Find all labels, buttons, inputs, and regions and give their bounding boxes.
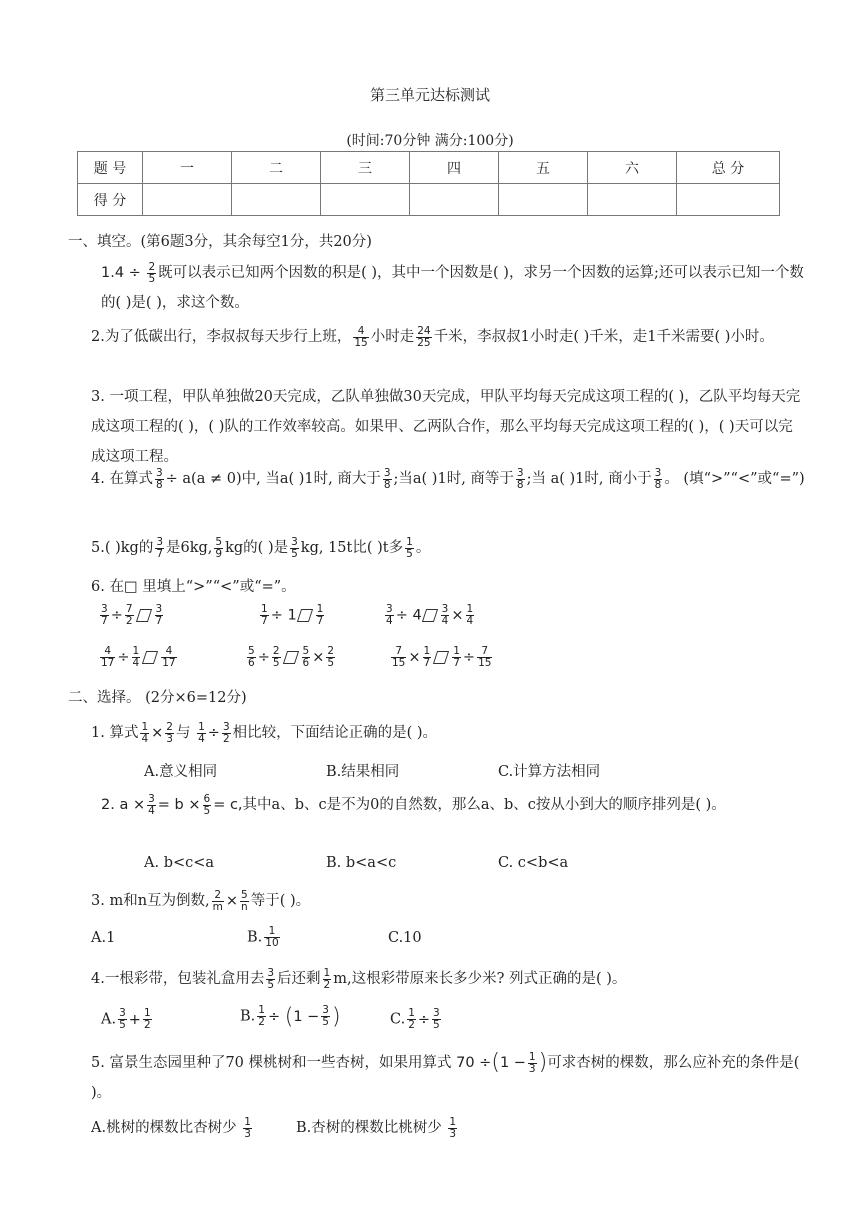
question-2-4: 4.一根彩带，包装礼盒用去 $\frac{3}{5}$ 后还剩 $\frac{1}{2}$ m,这根彩带原来长多少米? 列式正确的是( )。	[91, 966, 627, 991]
comparison-item: $\frac{5}{6}$ ÷ $\frac{2}{5}$ $\frac{5}{6}$ × $\frac{2}{5}$	[248, 645, 335, 669]
score-cell[interactable]	[677, 184, 780, 216]
question-1-1: 1.4 ÷ $\frac{2}{5}$ 既可以表示已知两个因数的积是( )，其中一个因数是( )，求另一个因数的运算;还可以表示已知一个数的( )是( )，求这个数。	[101, 260, 804, 311]
option-c[interactable]: C. c<b<a	[498, 855, 569, 871]
answer-box[interactable]	[422, 609, 438, 622]
table-header-cell: 四	[410, 152, 499, 184]
fraction: $\frac{4}{15}$	[354, 324, 368, 349]
table-header-cell: 五	[499, 152, 588, 184]
score-cell[interactable]	[410, 184, 499, 216]
table-header-cell: 总 分	[677, 152, 780, 184]
comparison-item: $\frac{7}{15}$ × $\frac{1}{7}$ $\frac{1}{7}$ ÷ $\frac{7}{15}$	[392, 645, 492, 669]
fraction: $\frac{3}{8}$	[654, 466, 662, 491]
option-c[interactable]: C.10	[388, 930, 422, 946]
option-b[interactable]: B. $\frac{1}{10}$	[247, 925, 279, 949]
table-row-label: 得 分	[78, 184, 143, 216]
fraction: $\frac{3}{8}$	[516, 466, 524, 491]
score-cell[interactable]	[143, 184, 232, 216]
comparison-item: $\frac{3}{4}$ ÷ 4 $\frac{3}{4}$ × $\frac{1}{4}$	[386, 603, 474, 627]
option-b[interactable]: B.杏树的棵数比桃树少 $\frac{1}{3}$	[296, 1115, 457, 1140]
score-cell[interactable]	[232, 184, 321, 216]
fraction: $\frac{3}{8}$	[383, 466, 391, 491]
page-title: 第三单元达标测试	[369, 86, 490, 104]
question-1-4: 4. 在算式 $\frac{3}{8}$ ÷ a(a ≠ 0)中, 当a( )1时, 商大于 $\frac{3}{8}$ ;当a( )1时, 商等于 $\frac{3}{8}$ ;当 a( )1时, 商小于 $\frac{3}{8}$ 。 (填“>”“<”或“=”)	[91, 466, 805, 491]
question-1-6: 6. 在□ 里填上“>”“<”或“=”。	[91, 579, 296, 595]
comparison-item: $\frac{4}{17}$ ÷ $\frac{1}{4}$ $\frac{4}{17}$	[101, 645, 176, 669]
page-subtitle: (时间:70分钟 满分:100分)	[346, 133, 514, 149]
fraction: $\frac{24}{25}$	[417, 324, 431, 349]
fraction: $\frac{3}{5}$	[291, 535, 298, 560]
option-a[interactable]: A.桃树的棵数比杏树少 $\frac{1}{3}$	[91, 1115, 251, 1140]
comparison-item: $\frac{1}{7}$ ÷ 1 $\frac{1}{7}$	[261, 603, 324, 627]
question-2-2: 2. a × $\frac{3}{4}$ = b × $\frac{6}{5}$ = c,其中a、b、c是不为0的自然数，那么a、b、c按从小到大的顺序排列是( )。	[101, 792, 726, 817]
fraction: $\frac{5}{9}$	[215, 535, 223, 560]
option-b[interactable]: B. b<a<c	[326, 855, 397, 871]
option-a[interactable]: A.意义相同	[144, 764, 218, 780]
option-a[interactable]: A. b<c<a	[144, 855, 215, 871]
answer-box[interactable]	[135, 609, 151, 622]
score-cell[interactable]	[588, 184, 677, 216]
comparison-item: $\frac{3}{7}$ ÷ $\frac{7}{2}$ $\frac{3}{7}$	[101, 603, 163, 627]
question-2-1: 1. 算式 $\frac{1}{4}$ × $\frac{2}{3}$ 与 $\frac{1}{4}$ ÷ $\frac{3}{2}$ 相比较，下面结论正确的是( )。	[91, 720, 438, 745]
score-table-header-row	[78, 152, 780, 184]
score-cell[interactable]	[321, 184, 410, 216]
section-heading: 二、选择。 (2分×6=12分)	[68, 690, 247, 706]
score-table	[77, 151, 780, 216]
answer-box[interactable]	[297, 609, 313, 622]
answer-box[interactable]	[282, 651, 298, 664]
option-b[interactable]: B. $\frac{1}{2}$ ÷ (1 − $\frac{3}{5}$ )	[240, 1004, 341, 1029]
table-header-cell: 二	[232, 152, 321, 184]
answer-box[interactable]	[142, 651, 158, 664]
option-a[interactable]: A.1	[91, 930, 116, 946]
table-header-cell: 一	[143, 152, 232, 184]
score-table-score-row	[78, 184, 780, 216]
question-1-2: 2.为了低碳出行，李叔叔每天步行上班， $\frac{4}{15}$ 小时走 $\frac{24}{25}$ 千米，李叔叔1小时走( )千米，走1千米需要( )小时。	[91, 324, 774, 349]
question-2-3: 3. m和n互为倒数, $\frac{2}{m}$ × $\frac{5}{n}$ 等于( )。	[91, 888, 311, 913]
table-header-cell: 三	[321, 152, 410, 184]
fraction: $\frac{1}{5}$	[406, 535, 413, 560]
option-a[interactable]: A. $\frac{3}{5}$ + $\frac{1}{2}$	[101, 1007, 151, 1031]
answer-box[interactable]	[433, 651, 449, 664]
table-header-cell: 题 号	[78, 152, 143, 184]
question-1-5: 5.( )kg的 $\frac{3}{7}$ 是6kg, $\frac{5}{9}$ kg的( )是 $\frac{3}{5}$ kg, 15t比( )t多 $\frac{1}{5}$ 。	[91, 535, 431, 560]
score-cell[interactable]	[499, 184, 588, 216]
fraction: $\frac{3}{7}$	[156, 535, 164, 560]
table-header-cell: 六	[588, 152, 677, 184]
fraction: $\frac{3}{8}$	[155, 466, 163, 491]
option-b[interactable]: B.结果相同	[326, 764, 400, 780]
question-2-5: 5. 富景生态园里种了70 棵桃树和一些杏树，如果用算式 70 ÷(1 − $\frac{1}{3}$ )可求杏树的棵数，那么应补充的条件是( )。	[91, 1050, 800, 1101]
section-heading: 一、填空。(第6题3分，其余每空1分，共20分)	[68, 234, 372, 250]
question-1-3: 3. 一项工程，甲队单独做20天完成，乙队单独做30天完成，甲队平均每天完成这项工程的( )，乙队平均每天完成这项工程的( )，( )队的工作效率较高。如果甲、乙两队合作，那么平均每天完成这项工程的( )，( )天可以完成这项工程。	[91, 389, 801, 465]
fraction: $\frac{2}{5}$	[148, 260, 156, 285]
option-c[interactable]: C.计算方法相同	[498, 764, 601, 780]
option-c[interactable]: C. $\frac{1}{2}$ ÷ $\frac{3}{5}$	[390, 1007, 440, 1031]
